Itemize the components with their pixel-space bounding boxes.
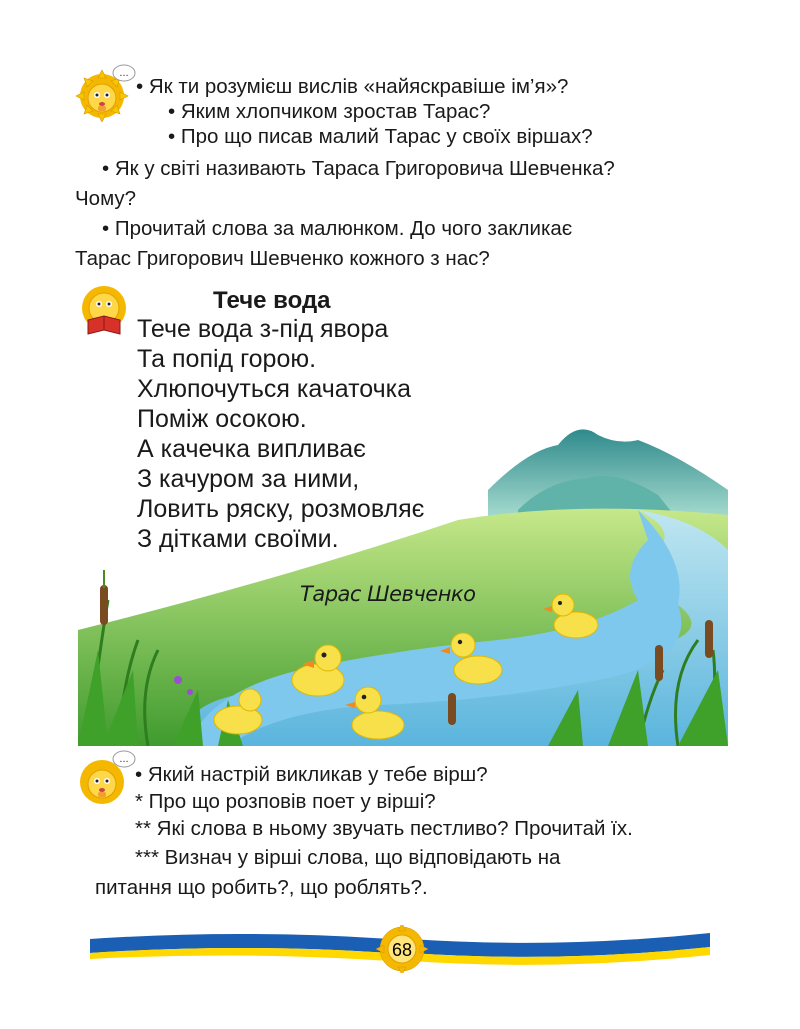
poem-line: Ловить ряску, розмовляє: [137, 495, 425, 523]
question-8: ** Які слова в ньому звучать пестливо? Прочитай їх.: [135, 817, 633, 840]
question-1: • Як ти розумієш вислів «найяскравіше ім’я»?: [136, 75, 569, 98]
sun-think-icon-top: [76, 62, 136, 122]
question-2: • Яким хлопчиком зростав Тарас?: [168, 100, 491, 123]
poem-line: З дітками своїми.: [137, 525, 339, 553]
poem-body: [137, 314, 424, 554]
sun-think-icon-bottom: [76, 748, 136, 808]
question-9: *** Визнач у вірші слова, що відповідають на: [135, 846, 561, 869]
question-6: • Який настрій викликав у тебе вірш?: [135, 763, 488, 786]
footer-ribbon: [90, 925, 710, 973]
poem-title: Тече вода: [213, 287, 331, 314]
question-5-cont: Тарас Григорович Шевченко кожного з нас?: [75, 247, 490, 270]
question-3: • Про що писав малий Тарас у своїх віршах?: [168, 125, 593, 148]
page-number: 68: [391, 940, 413, 960]
poem-author: Тарас Шевченко: [300, 582, 476, 606]
question-5: • Прочитай слова за малюнком. До чого закликає: [102, 217, 573, 240]
question-4-cont: Чому?: [75, 187, 137, 210]
question-7: * Про що розповів поет у вірші?: [135, 790, 436, 813]
thought-bubble-text: ...: [119, 67, 129, 79]
poem-line: З качуром за ними,: [137, 465, 360, 493]
poem-line: Та попід горою.: [137, 345, 317, 373]
poem-line: Тече вода з-під явора: [137, 315, 389, 343]
poem-line: А качечка випливає: [137, 435, 366, 463]
poem-line: Хлюпочуться качаточка: [137, 375, 412, 403]
question-4: • Як у світі називають Тараса Григоровича Шевченка?: [102, 157, 615, 180]
sun-reading-icon: [76, 282, 132, 338]
question-9-cont: питання що робить?, що роблять?.: [95, 876, 428, 899]
thought-bubble-text: ...: [119, 753, 129, 765]
poem-line: Поміж осокою.: [137, 405, 307, 433]
